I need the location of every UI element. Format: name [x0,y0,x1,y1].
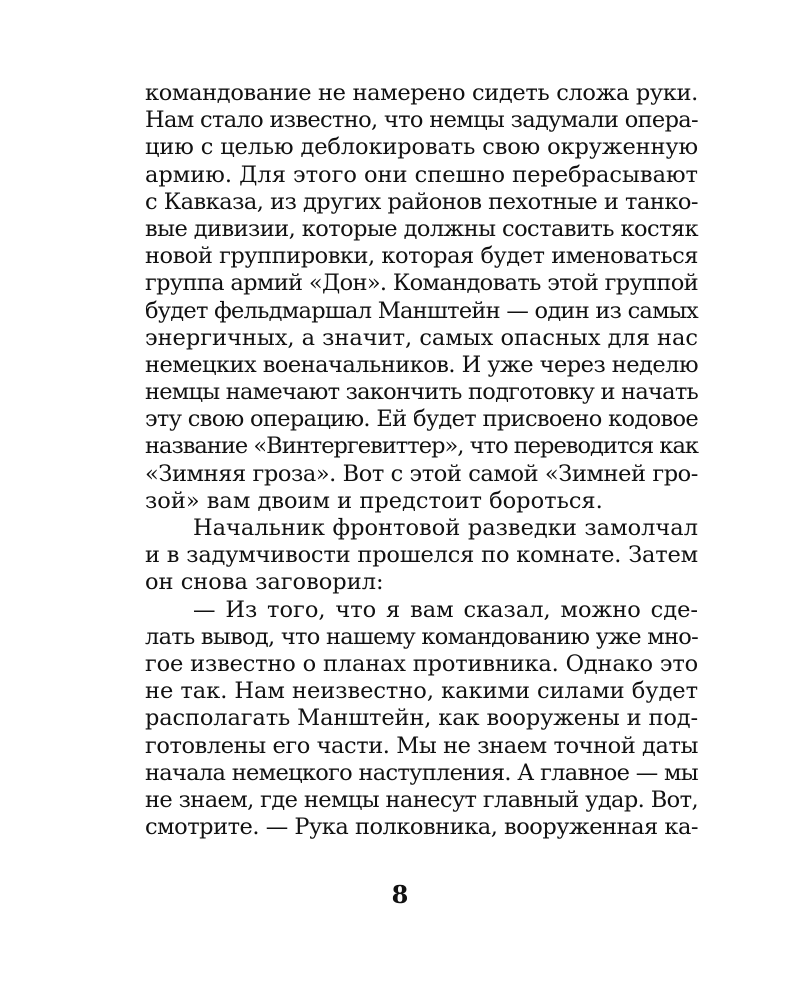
text-line: немцы намечают закончить подготовку и начать [145,379,698,406]
paragraph [145,597,698,842]
text-line: — Из того, что я вам сказал, можно сде- [193,596,698,623]
text-line: располагать Манштейн, как вооружены и под- [145,705,698,732]
paragraph [145,80,698,515]
text-line: лать вывод, что нашему командованию уже мно- [145,623,698,650]
text-line: с Кавказа, из других районов пехотные и танко- [145,188,699,215]
text-line: смотрите. — Рука полковника, вооруженная ка- [145,814,698,841]
text-line: цию с целью деблокировать свою окруженную [145,134,698,161]
text-line: гое известно о планах противника. Однако это [145,650,698,677]
paragraph [145,515,698,597]
text-line: командование не намерено сидеть сложа руки. [145,80,698,106]
text-line: Нам стало известно, что немцы задумали опера- [145,107,698,134]
text-line: готовлены его части. Мы не знаем точной даты [145,732,698,759]
text-line: немецких военачальников. И уже через неделю [145,351,698,378]
text-line: энергичных, а значит, самых опасных для нас [145,324,698,351]
page-number: 8 [391,880,409,909]
text-line: новой группировки, которая будет именоваться [145,243,698,270]
text-line: «Зимняя гроза». Вот с этой самой «Зимней гро- [145,460,698,487]
body-text [145,80,698,841]
text-line: не знаем, где немцы нанесут главный удар. Вот, [145,786,698,813]
text-line: группа армий «Дон». Командовать этой группой [145,270,698,297]
text-line: начала немецкого наступления. А главное — мы [145,759,698,786]
text-line: и в задумчивости прошелся по комнате. Затем [145,542,698,569]
text-line: он снова заговорил: [145,569,384,596]
text-line: вые дивизии, которые должны составить костяк [145,215,698,242]
text-line: название «Винтергевиттер», что переводится как [145,433,698,460]
text-line: Начальник фронтовой разведки замолчал [193,515,698,541]
text-line: не так. Нам неизвестно, какими силами будет [145,678,698,705]
text-line: армию. Для этого они спешно перебрасывают [145,161,698,188]
text-line: будет фельдмаршал Манштейн — один из самых [145,297,698,324]
text-line: зой» вам двоим и предстоит бороться. [145,487,603,514]
text-line: эту свою операцию. Ей будет присвоено кодовое [145,406,698,433]
